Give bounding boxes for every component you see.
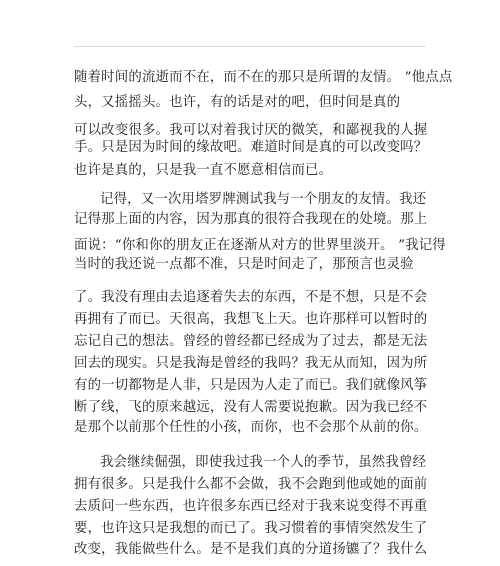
text-line: 断了线，飞的原来越远，没有人需要说抱歉。因为我已经不 (74, 400, 428, 415)
text-line: 面说：“你和你的朋友正在逐渐从对方的世界里淡开。 ”我记得 (74, 238, 446, 253)
text-line: 也许是真的，只是我一直不愿意相信而已。 (74, 163, 333, 178)
text-line: 我会继续倔强，即使我过我一个人的季节，虽然我曾经 (100, 455, 427, 470)
text-line: 当时的我还说一点都不准，只是时间走了，那预言也灵验 (74, 257, 414, 272)
text-line: 手。只是因为时间的缘故吧。难道时间是真的可以改变吗？ (74, 140, 428, 155)
text-line: 回去的现实。只是我海是曾经的我吗？我无从而知，因为所 (74, 356, 428, 371)
text-line: 要，也许这只是我想的而已了。我习惯着的事情突然发生了 (74, 521, 428, 536)
text-line: 有的一切都物是人非，只是因为人走了而已。我们就像风筝 (74, 378, 428, 393)
text-line: 记得那上面的内容，因为那真的很符合我现在的处境。那上 (74, 212, 428, 227)
text-line: 拥有很多。只是我什么都不会做，我不会跑到他或她的面前 (74, 477, 428, 492)
text-line: 头，又摇摇头。也许，有的话是对的吧，但时间是真的 (74, 95, 401, 110)
text-line: 可以改变很多。我可以对着我讨厌的微笑，和鄙视我的人握 (74, 123, 428, 138)
text-line: 再拥有了而已。天很高，我想飞上天。也许那样可以暂时的 (74, 312, 428, 327)
text-line: 记得，又一次用塔罗牌测试我与一个朋友的友情。我还 (100, 192, 427, 207)
text-line: 改变，我能做些什么。是不是我们真的分道扬镳了？我什么 (74, 542, 428, 557)
text-line: 忘记自己的想法。曾经的曾经都已经成为了过去，都是无法 (74, 334, 428, 349)
text-line: 了。我没有理由去追逐着失去的东西，不是不想，只是不会 (74, 290, 428, 305)
top-divider (74, 46, 426, 47)
text-line: 去质问一些东西，也许很多东西已经对于我来说变得不再重 (74, 499, 428, 514)
text-line: 是那个以前那个任性的小孩，而你，也不会那个从前的你。 (74, 420, 428, 435)
text-line: 随着时间的流逝而不在，而不在的那只是所谓的友情。 ”他点点 (74, 70, 453, 85)
